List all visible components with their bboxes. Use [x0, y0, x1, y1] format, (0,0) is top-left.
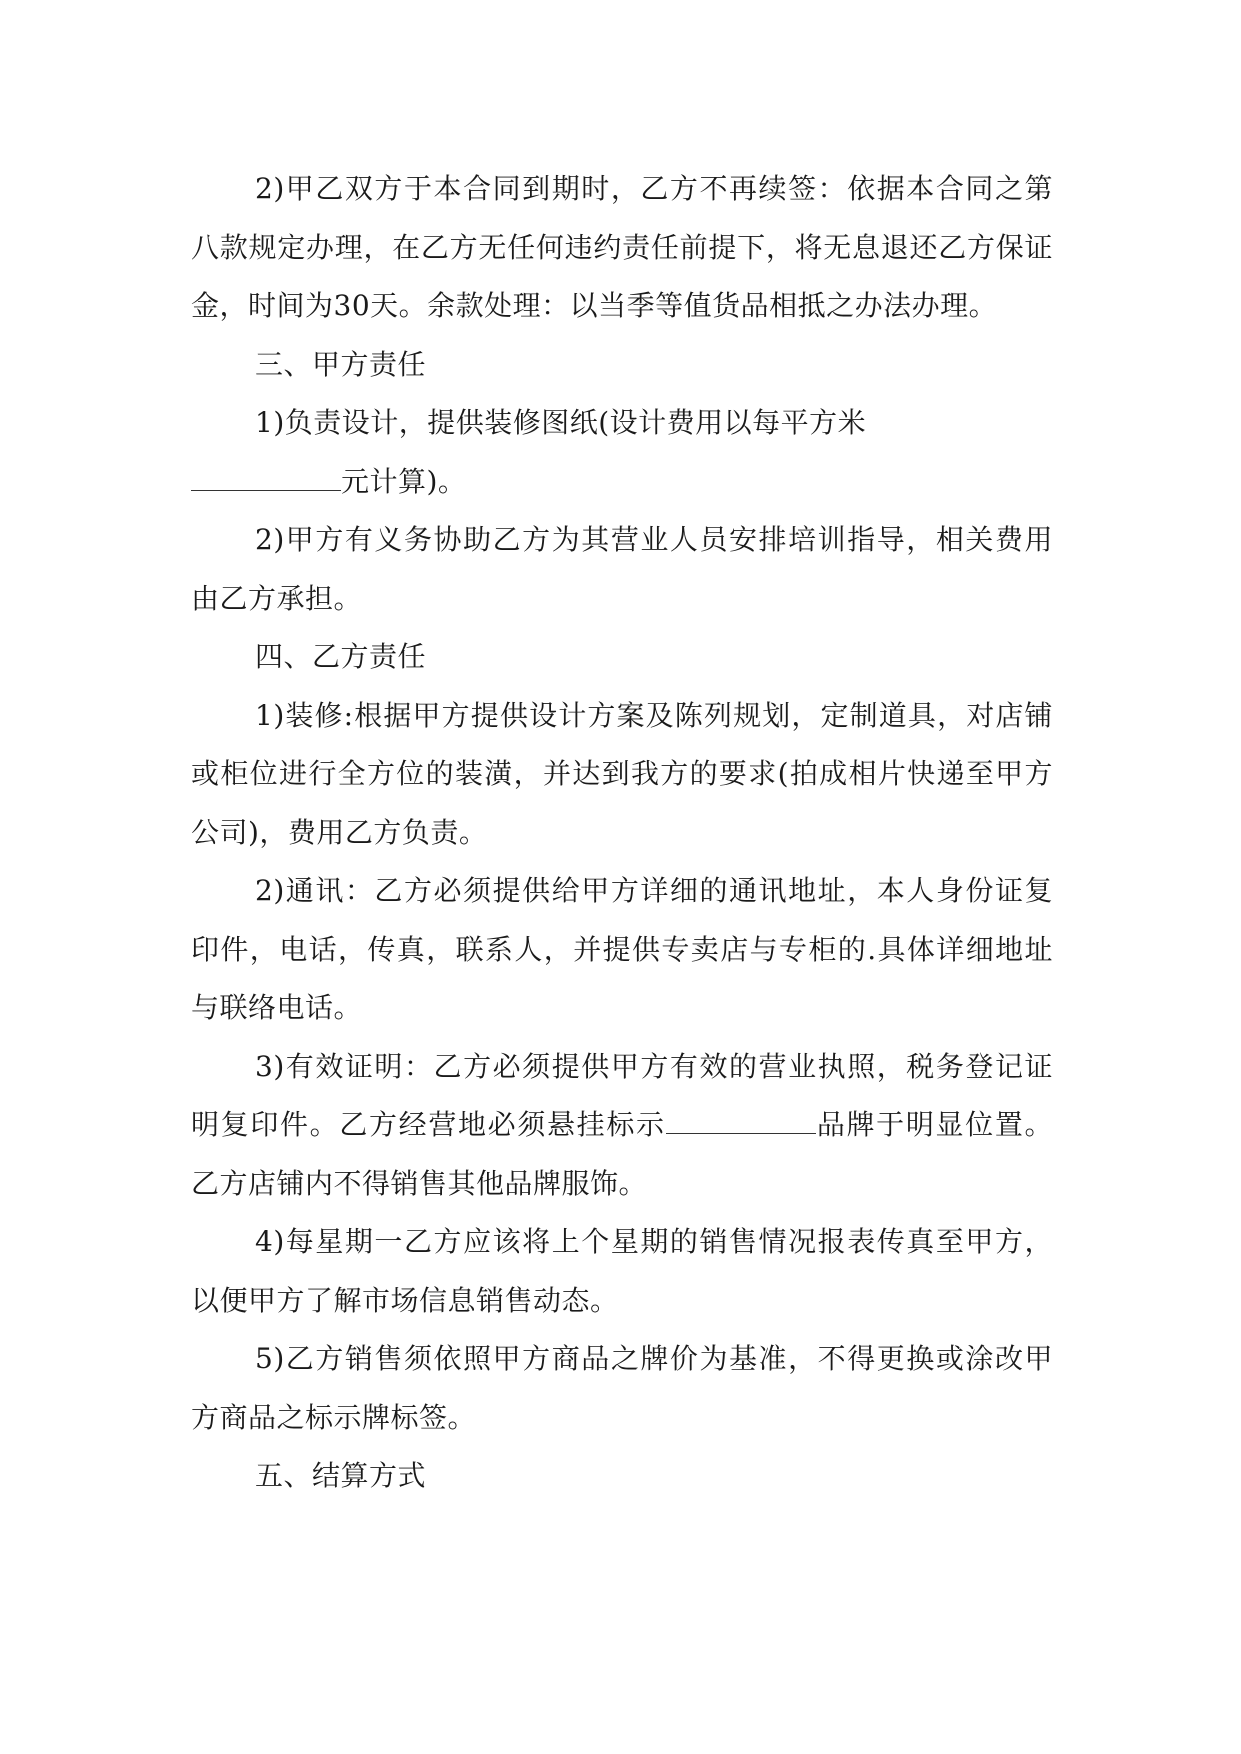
clause-b1-decoration: 1)装修:根据甲方提供设计方案及陈列规划，定制道具，对店铺或柜位进行全方位的装潢，并达到我方的要求(拍成相片快递至甲方公司)，费用乙方负责。: [191, 698, 1053, 849]
clause-b3-text-after: 品牌于明显位置。乙方店铺内不得销售其他品牌服饰。: [191, 1108, 1053, 1200]
clause-b2-communication: 2)通讯：乙方必须提供给甲方详细的通讯地址，本人身份证复印件，电话，传真，联系人，并提供专卖店与专柜的.具体详细地址与联络电话。: [191, 874, 1053, 1024]
clause-a1-text-before: 1)负责设计，提供装修图纸(设计费用以每平方米: [255, 406, 867, 439]
clause-2-deposit-refund: 2)甲乙双方于本合同到期时，乙方不再续签：依据本合同之第八款规定办理，在乙方无任何违约责任前提下，将无息退还乙方保证金，时间为30天。余款处理：以当季等值货品相抵之办法办理。: [191, 172, 1053, 322]
fill-in-blank-brand: [666, 1111, 816, 1134]
clause-a1-design: [191, 394, 1053, 511]
section-heading-settlement: 五、结算方式: [255, 1459, 427, 1492]
clause-a2-training: 2)甲方有义务协助乙方为其营业人员安排培训指导，相关费用由乙方承担。: [191, 523, 1053, 615]
clause-b4-weekly-report: 4)每星期一乙方应该将上个星期的销售情况报表传真至甲方，以便甲方了解市场信息销售动态。: [191, 1225, 1053, 1317]
clause-b3-text-before: 3)有效证明：乙方必须提供甲方有效的营业执照，税务登记证明复印件。乙方经营地必须悬挂标示: [191, 1049, 1053, 1141]
section-heading-party-a: 三、甲方责任: [255, 347, 427, 381]
section-heading-party-b: 四、乙方责任: [255, 640, 427, 673]
clause-b3-certificates: [191, 1038, 1053, 1214]
clause-b5-pricing: 5)乙方销售须依照甲方商品之牌价为基准，不得更换或涂改甲方商品之标示牌标签。: [191, 1342, 1053, 1434]
document-body: [191, 160, 1053, 1506]
fill-in-blank-price: [191, 468, 341, 491]
clause-a1-text-after: 元计算)。: [341, 464, 467, 498]
